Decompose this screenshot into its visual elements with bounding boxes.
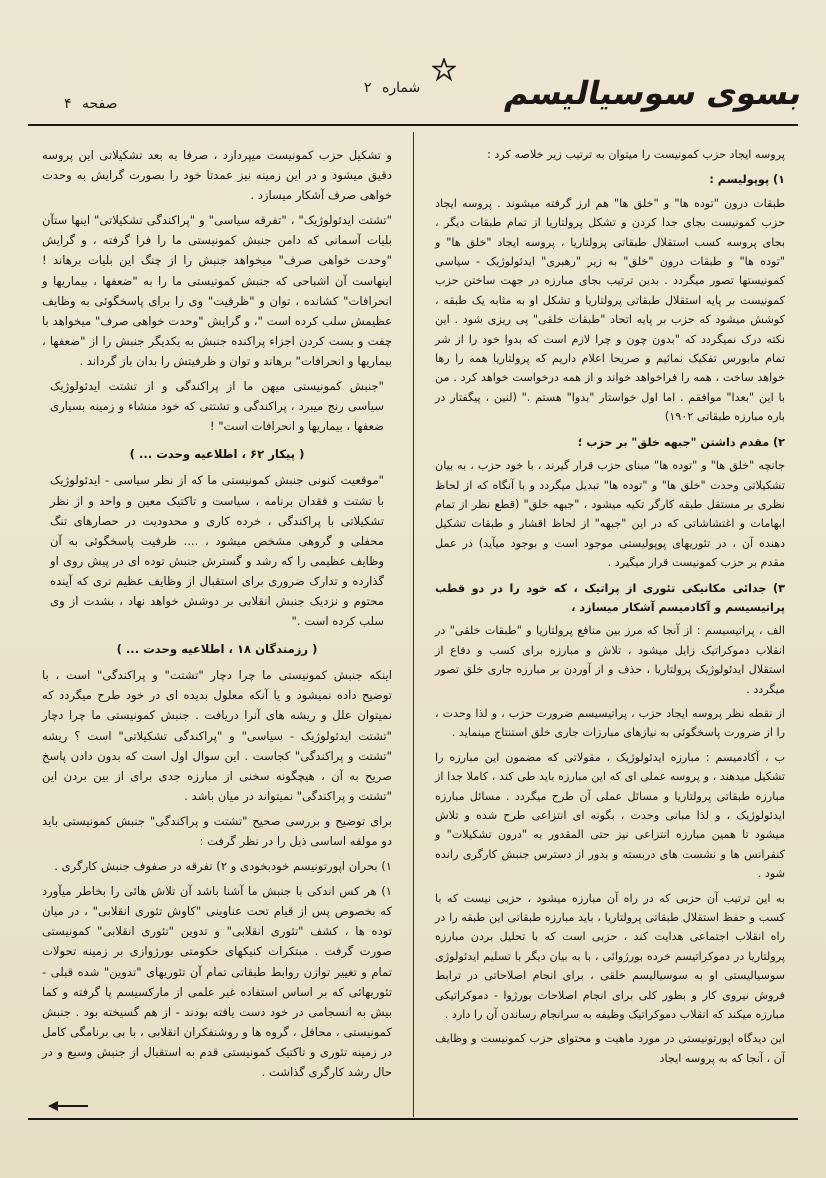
footer-rule xyxy=(28,1118,798,1120)
quotation: "جنبش کمونیستی میهن ما از پراکندگی و از تشتت ایدئولوژیک سیاسی رنج میبرد ، پراکندگی و تشتتی که خود منشاء و زمینه بسیاری ضعفها ، بیماریها و انحرافات است" ! xyxy=(50,379,384,434)
paragraph: الف ، پراتیسیسم : از آنجا که مرز بین منافع پرولتاریا و "طبقات خلقی" در انقلاب دموکراتیک زایل میشود ، تلاش و مبارزه برای کسب و دفاع از استقلال ایدئولوژیک پرولتاریا ، حذف و از آوردن بر مبارزه جاری خلق تصور میگردد . xyxy=(435,624,785,696)
section-heading: ۱) پوپولیسم : xyxy=(709,173,785,187)
paragraph: پروسه ایجاد حزب کمونیست را میتوان به ترتیب زیر خلاصه کرد : xyxy=(487,148,785,161)
masthead xyxy=(28,50,826,120)
page-number xyxy=(58,96,118,112)
issue-number xyxy=(358,80,420,96)
paragraph: به این ترتیب آن حزبی که در راه آن مبارزه میشود ، حزبی نیست که با کسب و حفظ استقلال طبقاتی پرولتاریا ، باید مبارزه طبقاتی این طبقه را در راه انقلاب اجتماعی هدایت کند ، حزبی است که با تحلیل بردن مبارزه پرولتاریا در دموکراتیسم خرده بورژوائی ، با به بیان دیگر با تسلیم ایدئولوژی سوسیالیستی او به سوسیالیسم خلقی ، برای انجام اصلاحاتی در ترابط فروش نیروی کار و بطور کلی برای انجام اصلاحات بورژوا - دموکراتیکی مبارزه میکند که انقلاب دموکراتیک وظیفه به سرانجام رساندن آن را دارد . xyxy=(435,891,785,1022)
header-rule xyxy=(28,124,798,126)
paragraph: این دیدگاه اپورتونیستی در مورد ماهیت و محتوای حزب کمونیست و وظایف آن ، آنجا که به پروسه ایجاد xyxy=(435,1032,785,1065)
citation: ( رزمندگان ۱۸ ، اطلاعیه وحدت ... ) xyxy=(116,642,318,657)
paragraph: و تشکیل حزب کمونیست میپردازد ، صرفا به بعد تشکیلاتی این پروسه دقیق میشود و در این زمینه نیز عمدتا خود را بصورت گرایش به وحدت خواهی صرف آشکار میسازد . xyxy=(42,148,392,203)
star-icon xyxy=(432,58,456,82)
paragraph: از نقطه نظر پروسه ایجاد حزب ، پراتیسیسم ضرورت حزب ، و لذا وحدت ، را از ضرورت پاسخگوئی به نیازهای مبارزات جاری خلق استنتاج مینماید . xyxy=(435,706,785,740)
newspaper-logo xyxy=(432,58,807,120)
paragraph: ب ، آکادمیسم : مبارزه ایدئولوژیک ، مقولاتی که مضمون این مبارزه را تشکیل میدهند ، و پروسه عملی ای که این مبارزه باید طی کند ، کاملا جدا از مبارزه طبقاتی پرولتاریا و مسائل عملی آن طرح میگردد . مسائل مبارزه ایدئولوژیک ، و لذا مبانی وحدت ، بگونه ای انتزاعی طرح شده و تلاش میشود تا همین مبارزه انتزاعی نیز حتی المقدور به "درون تشکیلات" و کنفرانس ها و نشست های دربسته و بدور از دسترس جنبش کارگری رانده شود . xyxy=(435,750,785,881)
section-heading: ۲) مقدم داشتن "جبهه خلق" بر حزب ؛ xyxy=(577,435,785,449)
right-column xyxy=(435,145,785,1073)
continue-arrow-icon xyxy=(48,1100,88,1112)
left-column xyxy=(42,145,392,1087)
paragraph: برای توضیح و بررسی صحیح "تشتت و پراکندگی" جنبش کمونیستی باید دو مولفه اساسی ذیل را در نظر گرفت : xyxy=(42,813,392,848)
paragraph: ۱) بحران اپورتونیسم خودبخودی و ۲) تفرقه در صفوف جنبش کارگری . xyxy=(54,859,392,874)
paragraph: طبقات درون "توده ها" و "خلق ها" هم ارز گرفته میشوند . پروسه ایجاد حزب کمونیست بجای جدا کردن و تشکل پرولتاریا از تمام طبقات دیگر ، بجای پروسه کسب استقلال طبقاتی پرولتاریا ، پروسه ایجاد "خلق ها" و "توده ها" و طبقات درون "خلق" به زیر "رهبری" ایدئولوژیک - سیاسی کمونیستها تصور میگردد . بدین ترتیب بجای مبارزه در جهت ساختن حزب کمونیست بر پایه استقلال طبقاتی پرولتاریا و تشکل او به مثابه یک طبقه ، کوشش میشود که حزب بر پایه اتحاد "طبقات خلقی" پی ریزی شود . این نکته درک نمیگردد که "بدون چون و چرا لازم است که بدوا خود را از شر تمام مابورس تفکیک نمائیم و صریحا اعلام داریم که پرولتاریا همه را رها خواهد ساخت ، همه را فراخواهد خواند و از همه درخواست خواهد کرد . من با این "بعدا" موافقم . اما اول خواستار "بدوا" هستم ." (لنین ، پیگفتار در باره مبارزه طبقاتی ۱۹۰۲) xyxy=(435,196,785,424)
column-divider xyxy=(413,132,414,1117)
citation: ( پیکار ۶۲ ، اطلاعیه وحدت ... ) xyxy=(129,447,305,462)
quotation: "موقعیت کنونی جنبش کمونیستی ما که از نظر سیاسی - ایدئولوژیک با تشتت و فقدان برنامه ، سیاست و تاکتیک معین و واحد و از نظر تشکیلاتی با پراکندگی ، خرده کاری و محدودیت در حصارهای تنگ محفلی و گروهی مشخص میشود ، .... ظرفیت پاسخگوئی به آن وظایف عظیمی را که رشد و گسترش جنبش توده ای در پیش روی او گذارده و تدارک ضروری برای استقبال از وظایف عظیم تری که آینده محتوم و نزدیک جنبش انقلابی بر دوشش خواهد نهاد ، بشدت از وی سلب کرده است ." xyxy=(50,473,384,629)
paragraph: "تشتت ایدئولوژیک" ، "تفرقه سیاسی" و "پراکندگی تشکیلاتی" اینها ستآن بلیات آسمانی که دامن جنبش کمونیستی ما را فرا گرفته ، و گرایش "وحدت خواهی صرف" میخواهد جنبش را از چنگ این بلیات برهاند ! اینهاست آن اشباحی که جنبش کمونیستی ما را به "ضعفها ، بیماریها و انحرافات" کشانده ، توان و "ظرفیت" وی را برای پاسخگوئی به وظایف عظیمش سلب کرده است "، و گرایش "وحدت خواهی صرف" میخواهد با چفت و بست کردن اجزاء پراکنده جنبش به یکدیگر جنبش را از "ضعفها ، بیماریها و انحرافات" برهاند و توان و ظرفیتش را بدان باز گرداند . xyxy=(42,213,392,368)
paragraph: ۱) هر کس اندکی با جنبش ما آشنا باشد آن تلاش هائی را بخاطر میآورد که بخصوص پس از قیام تحت عناوینی "کاوش تئوری انقلابی" ، در میان توده ها ، کشف "تئوری انقلابی" و تدوین "تئوری انقلابی" کمونیستی صورت گرفت . مبتکرات کنیکهای حکومتی بورژوازی بر زمینه تحولات تمام و تغییر توازن روابط طبقاتی تمام آن تئوریهای "تدوین" شده قبلی - تئوریهائی که بر اساس استفاده غیر علمی از مارکسیسم پا گرفته و کما بیش به انسجامی در خود دست یافته بودند - از هم گسیخته بود . جنبش کمونیستی ، محافل ، گروه ها و روشنفکران انقلابی ، با بی برنامگی کامل در زمینه تئوری و تاکتیک کمونیستی قدم به استقبال از جنبش وسیع و در حال رشد کارگری گذاشت . xyxy=(42,884,392,1080)
paragraph: اینکه جنبش کمونیستی ما چرا دچار "تشتت" و پراکندگی" است ، با توضیح داده نمیشود و یا آنکه معلول بدیده ای در خود طرح میگردد که نمیتوان علل و ریشه های آنرا دریافت . جنبش کمونیستی ما چرا دچار "تشتت ایدئولوژیک - سیاسی" و "پراکندگی تشکیلاتی" است ؟ ریشه "تشتت و پراکندگی" کجاست . این سوال اول است که بدون دادن پاسخ صریح به آن ، هیچگونه سخنی از مبارزه جدی برای از بین بردن این "تشتت و پراکندگی" نمیتواند در میان باشد . xyxy=(42,668,392,803)
issue-number-value: ۲ xyxy=(364,80,372,96)
section-heading: ۳) جدائی مکانیکی تئوری از پراتیک ، که خود را در دو قطب پراتیسیسم و آکادمیسم آشکار میسازد ، xyxy=(435,581,785,614)
paragraph: جانچه "خلق ها" و "توده ها" مبنای حزب قرار گیرند ، با خود حزب ، به بیان تشکیلاتی وحدت "خلق ها" و "توده ها" تبدیل میگردد و با آنگاه که از لحاظ نظری بر مستقل طبقه کارگر تکیه میشود ، "جبهه خلق" (قطع نظر از تمام ابهامات و اغتشاشاتی که در این "جبهه" از لحاظ اقشار و طبقات تشکیل دهنده آن ، در تئوریهای پوپولیستی موجود است و بوجود میآید) در عمل مقدم بر حزب کمونیست قرار میگیرد . xyxy=(435,459,785,570)
page-number-value: ۴ xyxy=(64,96,72,112)
issue-label: شماره xyxy=(381,80,421,96)
logo-text: بسوی سوسیالیسم xyxy=(502,74,807,112)
page-label: صفحه xyxy=(81,96,118,112)
